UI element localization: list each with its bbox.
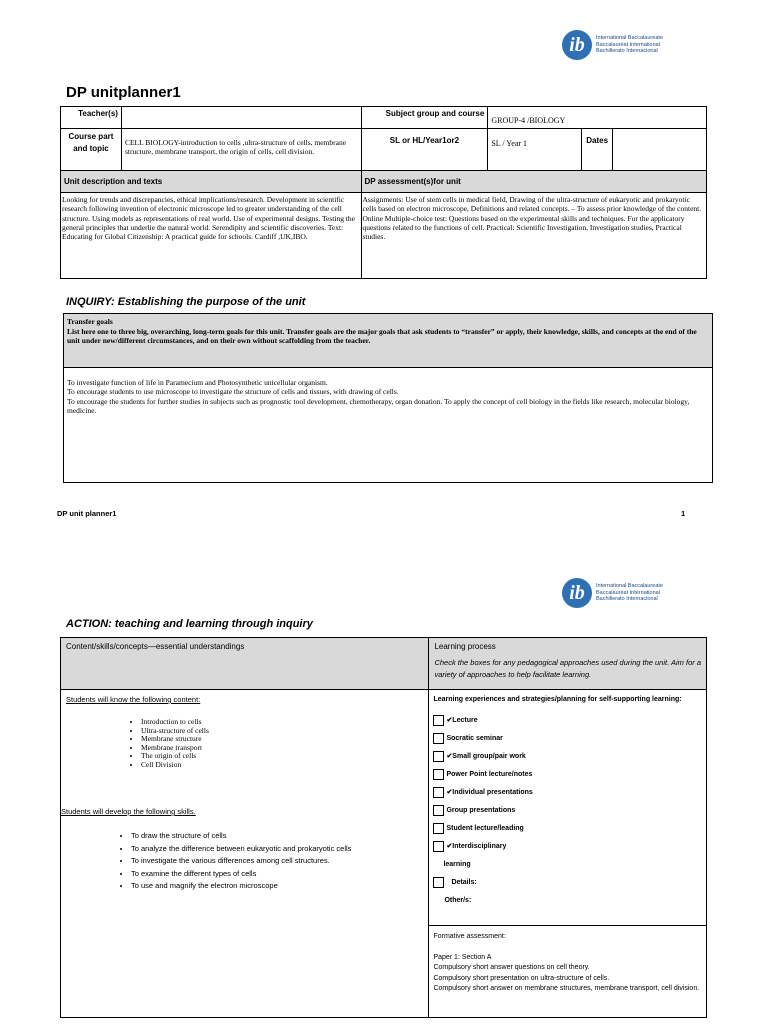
formative-assessment-cell [429, 926, 707, 1018]
action-title-rest: teaching and learning through inquiry [111, 618, 313, 630]
transfer-goals-heading: Transfer goals [67, 317, 113, 326]
action-table [60, 637, 707, 1018]
approach-checkbox[interactable] [433, 733, 444, 744]
formative-heading: Formative assessment: [433, 933, 506, 940]
skill-item: • To draw the structure of cells [131, 830, 428, 843]
formative-line: Compulsory short answer questions on cell theory. [433, 964, 590, 971]
logo-line: Baccalauréat International [596, 41, 660, 48]
other-label: Other/s: [444, 896, 472, 904]
footer-label: DP unit planner1 [57, 509, 117, 518]
dates-label: Dates [582, 129, 613, 171]
content-cell [61, 690, 429, 1018]
approach-checkbox[interactable] [433, 877, 444, 888]
ib-logo-text [596, 35, 663, 55]
skill-item: • To investigate the various differences among cell structures. [131, 855, 428, 868]
transfer-goals-box [63, 313, 713, 483]
content-item: • Membrane structure [141, 735, 428, 744]
ib-logo [562, 30, 663, 60]
know-heading: Students will know the following content: [66, 695, 201, 704]
logo-line: Baccalauréat International [596, 589, 660, 596]
approach-label: Student lecture/leading [446, 824, 524, 832]
teacher-value [121, 107, 361, 129]
interdisciplinary-continuation: learning [443, 860, 471, 868]
approach-checkbox[interactable] [433, 751, 444, 762]
approach-details[interactable] [433, 873, 702, 891]
approach-label: ✔Lecture [446, 717, 478, 724]
content-item: • Membrane transport [141, 744, 428, 753]
ib-logo-text [596, 583, 663, 603]
level-value: SL / Year 1 [488, 129, 582, 171]
formative-line: Compulsory short answer on membrane structures, membrane transport, cell division. [433, 985, 700, 992]
inquiry-title [66, 296, 305, 308]
skill-item: • To examine the different types of cells [131, 868, 428, 881]
approach-interdisciplinary[interactable] [433, 837, 702, 855]
unit-description-text: Looking for trends and discrepancies, ethical implications/research. Development in scientific research following invention of electronic microscope led to greater understanding of the cell structure. Using models as representations of real world. Use of experimental designs. Testing the general principles that underlie the natural world. Serendipity and scientific discoveries. Text: Educating for Global Citizenship: A practical guide for schools. Cardiff ,UK,IBO. [61, 193, 362, 279]
inquiry-title-bold: INQUIRY: [66, 296, 115, 308]
logo-line: International Baccalaureate [596, 583, 663, 590]
approach-small-group[interactable] [433, 747, 702, 765]
course-part-label-line: Course part [68, 132, 114, 141]
action-title-bold: ACTION: [66, 618, 112, 630]
dates-value [613, 129, 707, 171]
ib-logo-mark: ib [562, 30, 592, 60]
approach-checkbox[interactable] [433, 787, 444, 798]
learning-process-title: Learning process [434, 642, 496, 651]
details-label: Details: [451, 878, 477, 886]
approach-checkbox[interactable] [433, 769, 444, 780]
approach-label: Socratic seminar [446, 734, 503, 742]
transfer-goals-header [64, 314, 712, 368]
content-header: Content/skills/concepts—essential understandings [61, 638, 429, 690]
assessment-header: DP assessment(s)for unit [361, 171, 707, 193]
formative-line: Compulsory short presentation on ultra-structure of cells. [433, 974, 610, 982]
ib-logo-mark: ib [562, 578, 592, 608]
course-part-label-line: and topic [73, 144, 109, 153]
logo-line: Bachillerato Internacional [596, 48, 658, 55]
ib-logo [562, 578, 663, 608]
approach-label: ✔Individual presentations [446, 789, 533, 796]
inquiry-title-rest: Establishing the purpose of the unit [114, 296, 306, 308]
approach-socratic-seminar[interactable] [433, 729, 702, 747]
unit-info-table [60, 106, 707, 279]
approaches-cell [429, 690, 707, 926]
logo-line: International Baccalaureate [596, 35, 663, 42]
approach-group-presentations[interactable] [433, 801, 702, 819]
approach-individual-presentations[interactable] [433, 783, 702, 801]
transfer-goals-instructions: List here one to three big, overarching, long-term goals for this unit. Transfer goals are the major goals that ask students to “transfer” or apply, their knowledge, skills, and concepts at the end of the unit under new/different circumstances, and on their own without scaffolding from the teacher. [67, 326, 697, 345]
approach-label: Power Point lecture/notes [446, 770, 533, 778]
action-title [66, 618, 313, 630]
learning-process-instructions: Check the boxes for any pedagogical approaches used during the unit. Aim for a variety of approaches to help facilitate learning. [434, 658, 701, 679]
content-item: • Ultra-structure of cells [141, 727, 428, 736]
skill-item: • To use and magnify the electron microscope [131, 880, 428, 893]
transfer-goal: To encourage students to use microscope to investigate the structure of cells and tissues, with drawing of cells. [67, 387, 399, 397]
approach-powerpoint[interactable] [433, 765, 702, 783]
approach-student-lecture[interactable] [433, 819, 702, 837]
level-label: SL or HL/Year1or2 [361, 129, 488, 171]
subject-label: Subject group and course [361, 107, 488, 129]
transfer-goals-list [64, 368, 712, 418]
approach-checkbox[interactable] [433, 715, 444, 726]
assessment-text: Assignments: Use of stem cells in medical field, Drawing of the ultra-structure of eukaryotic and prokaryotic cells based on electron microscope, Definitions and related concepts. – To assess prior knowledge of the content. Online Multiple-choice test: Questions based on the experimental skills and techniques. For the applicatory questions related to the functions of cell. Practical: Scientific Investigation, Investigation studies, Practical studies. [361, 193, 707, 279]
transfer-goal: To investigate function of life in Paramecium and Photosynthetic unicellular organism. [67, 378, 328, 387]
approach-label: ✔Interdisciplinary [446, 843, 507, 850]
content-item: • Introduction to cells [141, 718, 428, 727]
learning-process-header [429, 638, 707, 690]
approach-checkbox[interactable] [433, 805, 444, 816]
logo-line: Bachillerato Internacional [596, 596, 658, 603]
course-part-value: CELL BIOLOGY-introduction to cells ,ultra-structure of cells, membrane structure, membrane transport, the origin of cells, cell division. [121, 129, 361, 171]
content-item: • The origin of cells [141, 752, 428, 761]
approach-checkbox[interactable] [433, 841, 444, 852]
paper-heading: Paper 1: Section A [433, 953, 492, 961]
skills-heading: Students will develop the following skills. [61, 807, 196, 816]
transfer-goal: To encourage the students for further studies in subjects such as prognostic tool development, chemotherapy, organ donation. To apply the concept of cell biology in the fields like research, molecular biology, medicine. [67, 396, 690, 415]
strategies-heading: Learning experiences and strategies/planning for self-supporting learning: [433, 696, 682, 703]
teacher-label: Teacher(s) [61, 107, 122, 129]
approach-label: ✔Small group/pair work [446, 753, 526, 760]
skill-item: • To analyze the difference between eukaryotic and prokaryotic cells [131, 843, 428, 856]
skills-list [61, 830, 428, 893]
approach-checkbox[interactable] [433, 823, 444, 834]
approach-lecture[interactable] [433, 711, 702, 729]
content-list [61, 718, 428, 769]
document-title: DP unitplanner1 [66, 84, 181, 101]
course-part-label [61, 129, 122, 171]
page-number: 1 [681, 509, 686, 518]
content-item: • Cell Division [141, 761, 428, 770]
unit-description-header: Unit description and texts [61, 171, 362, 193]
approach-label: Group presentations [446, 806, 516, 814]
subject-value: GROUP-4 /BIOLOGY [488, 107, 707, 129]
